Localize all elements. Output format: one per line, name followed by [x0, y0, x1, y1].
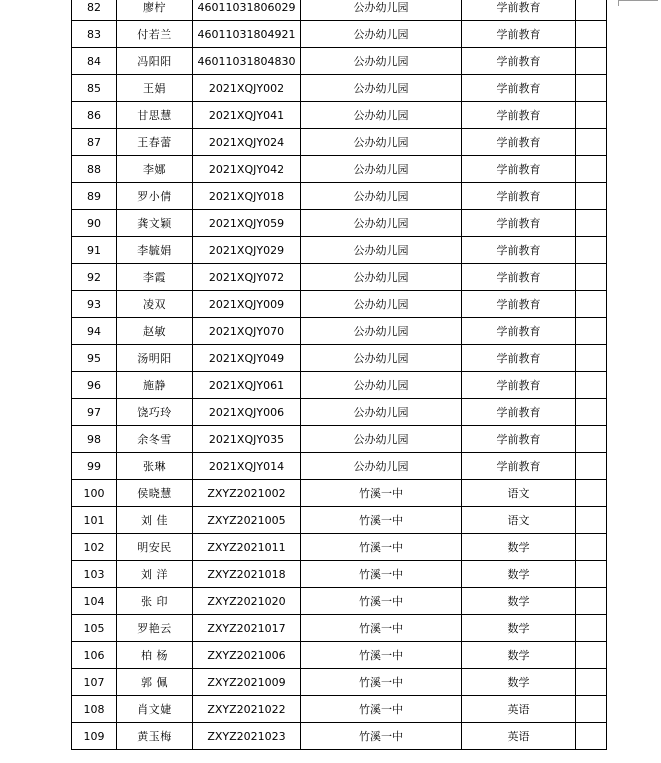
row-number: 95 — [72, 345, 117, 372]
person-name: 罗艳云 — [117, 615, 193, 642]
school-name: 竹溪一中 — [301, 669, 462, 696]
school-name: 竹溪一中 — [301, 696, 462, 723]
candidate-id: 46011031804830 — [193, 48, 301, 75]
person-name: 赵敏 — [117, 318, 193, 345]
candidate-id: ZXYZ2021023 — [193, 723, 301, 750]
candidate-id: ZXYZ2021020 — [193, 588, 301, 615]
school-name: 公办幼儿园 — [301, 183, 462, 210]
row-number: 89 — [72, 183, 117, 210]
table-row — [72, 75, 607, 102]
school-name: 竹溪一中 — [301, 561, 462, 588]
subject-name: 学前教育 — [462, 183, 576, 210]
empty-cell — [576, 345, 607, 372]
subject-name: 学前教育 — [462, 0, 576, 21]
subject-name: 学前教育 — [462, 291, 576, 318]
person-name: 肖文婕 — [117, 696, 193, 723]
person-name: 龚文颖 — [117, 210, 193, 237]
table-row — [72, 102, 607, 129]
subject-name: 学前教育 — [462, 129, 576, 156]
candidate-id: 2021XQJY029 — [193, 237, 301, 264]
subject-name: 语文 — [462, 507, 576, 534]
empty-cell — [576, 210, 607, 237]
subject-name: 学前教育 — [462, 210, 576, 237]
empty-cell — [576, 507, 607, 534]
candidate-id: 2021XQJY059 — [193, 210, 301, 237]
row-number: 86 — [72, 102, 117, 129]
row-number: 104 — [72, 588, 117, 615]
school-name: 公办幼儿园 — [301, 102, 462, 129]
school-name: 竹溪一中 — [301, 480, 462, 507]
empty-cell — [576, 561, 607, 588]
subject-name: 学前教育 — [462, 21, 576, 48]
person-name: 黄玉梅 — [117, 723, 193, 750]
person-name: 张 印 — [117, 588, 193, 615]
subject-name: 学前教育 — [462, 48, 576, 75]
person-name: 李霞 — [117, 264, 193, 291]
row-number: 88 — [72, 156, 117, 183]
person-name: 明安民 — [117, 534, 193, 561]
school-name: 竹溪一中 — [301, 723, 462, 750]
school-name: 公办幼儿园 — [301, 210, 462, 237]
page-corner-horizontal — [618, 0, 658, 1]
empty-cell — [576, 723, 607, 750]
empty-cell — [576, 156, 607, 183]
person-name: 李娜 — [117, 156, 193, 183]
row-number: 108 — [72, 696, 117, 723]
school-name: 竹溪一中 — [301, 534, 462, 561]
row-number: 107 — [72, 669, 117, 696]
subject-name: 英语 — [462, 696, 576, 723]
subject-name: 学前教育 — [462, 237, 576, 264]
candidate-id: 2021XQJY041 — [193, 102, 301, 129]
empty-cell — [576, 588, 607, 615]
subject-name: 数学 — [462, 534, 576, 561]
row-number: 82 — [72, 0, 117, 21]
person-name: 刘 洋 — [117, 561, 193, 588]
person-name: 柏 杨 — [117, 642, 193, 669]
subject-name: 数学 — [462, 615, 576, 642]
table-row — [72, 534, 607, 561]
empty-cell — [576, 129, 607, 156]
row-number: 98 — [72, 426, 117, 453]
school-name: 公办幼儿园 — [301, 426, 462, 453]
candidate-id: 2021XQJY024 — [193, 129, 301, 156]
school-name: 公办幼儿园 — [301, 318, 462, 345]
candidate-id: ZXYZ2021022 — [193, 696, 301, 723]
candidate-id: ZXYZ2021017 — [193, 615, 301, 642]
school-name: 公办幼儿园 — [301, 0, 462, 21]
person-name: 施静 — [117, 372, 193, 399]
candidate-id: 2021XQJY070 — [193, 318, 301, 345]
row-number: 102 — [72, 534, 117, 561]
candidate-id: 2021XQJY061 — [193, 372, 301, 399]
empty-cell — [576, 48, 607, 75]
school-name: 公办幼儿园 — [301, 291, 462, 318]
candidate-id: 2021XQJY072 — [193, 264, 301, 291]
table-row — [72, 615, 607, 642]
subject-name: 学前教育 — [462, 75, 576, 102]
school-name: 公办幼儿园 — [301, 48, 462, 75]
empty-cell — [576, 615, 607, 642]
person-name: 张琳 — [117, 453, 193, 480]
subject-name: 学前教育 — [462, 345, 576, 372]
subject-name: 学前教育 — [462, 318, 576, 345]
row-number: 91 — [72, 237, 117, 264]
person-name: 侯晓慧 — [117, 480, 193, 507]
person-name: 李毓娟 — [117, 237, 193, 264]
subject-name: 学前教育 — [462, 426, 576, 453]
school-name: 竹溪一中 — [301, 588, 462, 615]
empty-cell — [576, 264, 607, 291]
roster-body — [72, 0, 607, 750]
person-name: 汤明阳 — [117, 345, 193, 372]
empty-cell — [576, 642, 607, 669]
row-number: 84 — [72, 48, 117, 75]
candidate-id: 2021XQJY009 — [193, 291, 301, 318]
empty-cell — [576, 21, 607, 48]
table-row — [72, 426, 607, 453]
row-number: 94 — [72, 318, 117, 345]
empty-cell — [576, 696, 607, 723]
person-name: 凌双 — [117, 291, 193, 318]
table-row — [72, 48, 607, 75]
row-number: 97 — [72, 399, 117, 426]
person-name: 余冬雪 — [117, 426, 193, 453]
subject-name: 数学 — [462, 642, 576, 669]
person-name: 王春蕾 — [117, 129, 193, 156]
school-name: 公办幼儿园 — [301, 453, 462, 480]
person-name: 廖柠 — [117, 0, 193, 21]
candidate-id: 2021XQJY049 — [193, 345, 301, 372]
subject-name: 数学 — [462, 669, 576, 696]
empty-cell — [576, 183, 607, 210]
table-row — [72, 588, 607, 615]
school-name: 竹溪一中 — [301, 615, 462, 642]
row-number: 96 — [72, 372, 117, 399]
table-row — [72, 210, 607, 237]
subject-name: 学前教育 — [462, 453, 576, 480]
school-name: 公办幼儿园 — [301, 264, 462, 291]
table-row — [72, 291, 607, 318]
table-row — [72, 642, 607, 669]
person-name: 甘思慧 — [117, 102, 193, 129]
person-name: 郭 佩 — [117, 669, 193, 696]
table-row — [72, 480, 607, 507]
row-number: 87 — [72, 129, 117, 156]
table-row — [72, 372, 607, 399]
subject-name: 学前教育 — [462, 156, 576, 183]
empty-cell — [576, 237, 607, 264]
school-name: 公办幼儿园 — [301, 372, 462, 399]
subject-name: 英语 — [462, 723, 576, 750]
empty-cell — [576, 291, 607, 318]
row-number: 90 — [72, 210, 117, 237]
row-number: 105 — [72, 615, 117, 642]
candidate-id: ZXYZ2021005 — [193, 507, 301, 534]
school-name: 公办幼儿园 — [301, 345, 462, 372]
empty-cell — [576, 0, 607, 21]
row-number: 92 — [72, 264, 117, 291]
empty-cell — [576, 75, 607, 102]
empty-cell — [576, 480, 607, 507]
school-name: 公办幼儿园 — [301, 237, 462, 264]
candidate-id: ZXYZ2021006 — [193, 642, 301, 669]
empty-cell — [576, 318, 607, 345]
table-row — [72, 156, 607, 183]
row-number: 103 — [72, 561, 117, 588]
empty-cell — [576, 399, 607, 426]
person-name: 饶巧玲 — [117, 399, 193, 426]
table-row — [72, 183, 607, 210]
table-row — [72, 264, 607, 291]
school-name: 竹溪一中 — [301, 642, 462, 669]
page-corner-vertical — [618, 0, 619, 6]
row-number: 93 — [72, 291, 117, 318]
table-row — [72, 507, 607, 534]
candidate-id: 2021XQJY006 — [193, 399, 301, 426]
subject-name: 学前教育 — [462, 399, 576, 426]
row-number: 85 — [72, 75, 117, 102]
candidate-id: 2021XQJY035 — [193, 426, 301, 453]
person-name: 刘 佳 — [117, 507, 193, 534]
candidate-id: ZXYZ2021009 — [193, 669, 301, 696]
row-number: 109 — [72, 723, 117, 750]
table-row — [72, 723, 607, 750]
empty-cell — [576, 534, 607, 561]
person-name: 冯阳阳 — [117, 48, 193, 75]
subject-name: 语文 — [462, 480, 576, 507]
empty-cell — [576, 453, 607, 480]
person-name: 付若兰 — [117, 21, 193, 48]
subject-name: 学前教育 — [462, 372, 576, 399]
row-number: 101 — [72, 507, 117, 534]
candidate-id: ZXYZ2021011 — [193, 534, 301, 561]
candidate-id: ZXYZ2021018 — [193, 561, 301, 588]
subject-name: 数学 — [462, 561, 576, 588]
candidate-id: 2021XQJY042 — [193, 156, 301, 183]
empty-cell — [576, 372, 607, 399]
empty-cell — [576, 426, 607, 453]
school-name: 公办幼儿园 — [301, 156, 462, 183]
school-name: 竹溪一中 — [301, 507, 462, 534]
roster-table — [71, 0, 607, 750]
table-row — [72, 399, 607, 426]
person-name: 王娟 — [117, 75, 193, 102]
table-row — [72, 21, 607, 48]
candidate-id: 2021XQJY014 — [193, 453, 301, 480]
table-row — [72, 0, 607, 21]
school-name: 公办幼儿园 — [301, 399, 462, 426]
table-row — [72, 453, 607, 480]
candidate-id: 2021XQJY018 — [193, 183, 301, 210]
table-row — [72, 696, 607, 723]
school-name: 公办幼儿园 — [301, 75, 462, 102]
table-row — [72, 318, 607, 345]
row-number: 99 — [72, 453, 117, 480]
candidate-id: 2021XQJY002 — [193, 75, 301, 102]
table-row — [72, 237, 607, 264]
table-row — [72, 561, 607, 588]
table-row — [72, 669, 607, 696]
candidate-id: 46011031806029 — [193, 0, 301, 21]
school-name: 公办幼儿园 — [301, 21, 462, 48]
row-number: 83 — [72, 21, 117, 48]
subject-name: 学前教育 — [462, 264, 576, 291]
row-number: 100 — [72, 480, 117, 507]
table-row — [72, 345, 607, 372]
person-name: 罗小倩 — [117, 183, 193, 210]
subject-name: 数学 — [462, 588, 576, 615]
empty-cell — [576, 669, 607, 696]
empty-cell — [576, 102, 607, 129]
subject-name: 学前教育 — [462, 102, 576, 129]
candidate-id: ZXYZ2021002 — [193, 480, 301, 507]
table-row — [72, 129, 607, 156]
candidate-id: 46011031804921 — [193, 21, 301, 48]
row-number: 106 — [72, 642, 117, 669]
school-name: 公办幼儿园 — [301, 129, 462, 156]
